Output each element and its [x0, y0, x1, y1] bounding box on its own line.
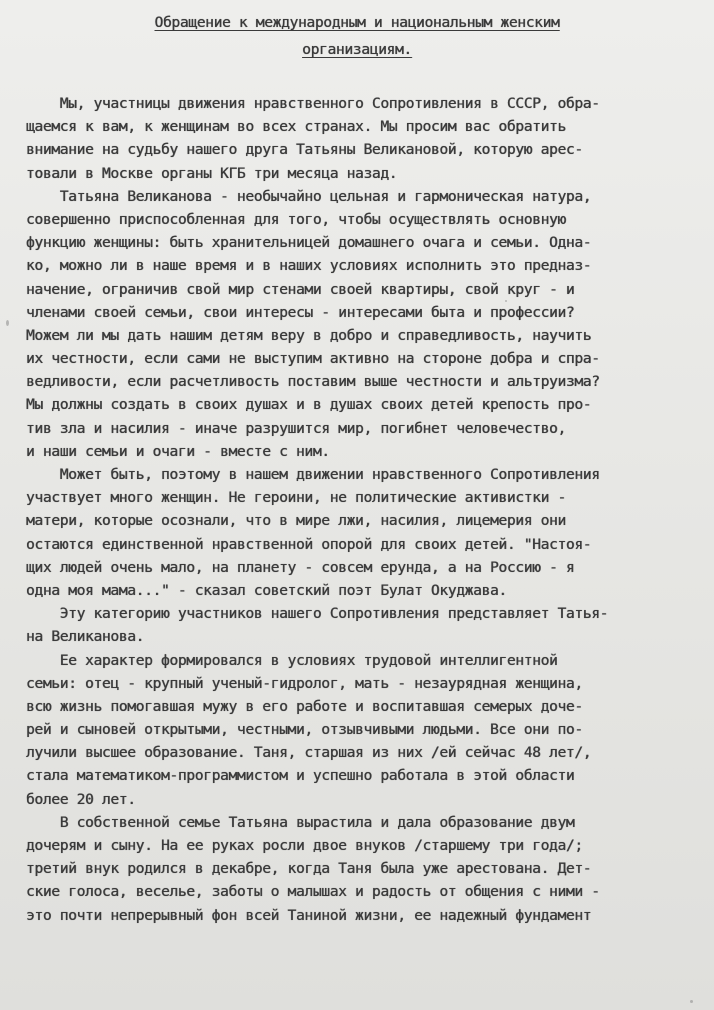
document-line: членами своей семьи, свои интересы - интересами быта и профессии? — [26, 303, 575, 321]
document-line: лучили высшее образование. Таня, старшая из них /ей сейчас 48 лет/, — [26, 744, 592, 762]
document-line: это почти непрерывный фон всей Таниной жизни, ее надежный фундамент — [26, 906, 592, 924]
document-line: дочерям и сыну. На ее руках росли двое внуков /старшему три года/; — [26, 837, 583, 854]
document-line: ские голоса, веселье, заботы о малышах и радость от общения с ними - — [26, 883, 600, 901]
document-line: Татьяна Великанова - необычайно цельная и гармоническая натура, — [26, 187, 592, 205]
document-line: участвует много женщин. Не героини, не политические активистки - — [26, 489, 566, 507]
document-line: Мы, участницы движения нравственного Сопротивления в СССР, обра- — [26, 95, 600, 112]
document-line: матери, которые осознали, что в мире лжи, насилия, лицемерия они — [26, 512, 566, 530]
document-line: ведливости, если расчетливость поставим выше честности и альтруизма? — [26, 373, 600, 391]
document-line: начение, ограничив свой мир стенами своей квартиры, свой круг - и — [26, 280, 575, 298]
paper-speck — [6, 320, 9, 326]
document-title-line-2: организациям. — [302, 41, 412, 58]
document-line: рей и сыновей открытыми, честными, отзывчивыми людьми. Все они по- — [26, 721, 583, 739]
document-line: щих людей очень мало, на планету - совсем ерунда, а на Россию - я — [26, 558, 575, 576]
document-line: Эту категорию участников нашего Сопротивления представляет Татья- — [26, 605, 609, 623]
document-line: стала математиком-программистом и успешно работала в этой области — [26, 767, 575, 785]
document-line: функцию женщины: быть хранительницей домашнего очага и семьи. Одна- — [26, 234, 592, 252]
document-line: товали в Москве органы КГБ три месяца назад. — [26, 164, 398, 182]
document-line: совершенно приспособленная для того, чтобы осуществлять основную — [26, 210, 566, 228]
document-line: одна моя мама..." - сказал советский поэт Булат Окуджава. — [26, 581, 507, 599]
paper-speck — [690, 1000, 693, 1003]
document-line: третий внук родился в декабре, когда Таня была уже арестована. Дет- — [26, 860, 592, 878]
document-line: тив зла и насилия - иначе разрушится мир, погибнет человечество, — [26, 419, 566, 437]
document-line: Можем ли мы дать нашим детям веру в добро и справедливость, научить — [26, 326, 592, 344]
document-line: их честности, если сами не выступим активно на стороне добра и спра- — [26, 350, 600, 368]
document-line: Мы должны создать в своих душах и в душах своих детей крепость про- — [26, 396, 592, 414]
paper-speck — [505, 300, 507, 302]
document-line: семьи: отец - крупный ученый-гидролог, мать - незаурядная женщина, — [26, 674, 583, 692]
document-line: и наши семьи и очаги - вместе с ним. — [26, 442, 330, 460]
document-title-line-1: Обращение к международным и национальным женским — [154, 14, 560, 31]
document-line: на Великанова. — [26, 628, 145, 646]
document-line: В собственной семье Татьяна вырастила и дала образование двум — [26, 813, 575, 831]
document-line: остаются единственной нравственной опорой для своих детей. "Настоя- — [26, 535, 592, 553]
document-line: более 20 лет. — [26, 790, 136, 808]
document-line: щаемся к вам, к женщинам во всех странах. Мы просим вас обратить — [26, 118, 566, 136]
document-line: всю жизнь помогавшая мужу в его работе и воспитавшая семерых доче- — [26, 697, 583, 715]
document-line: ко, можно ли в наше время и в наших условиях исполнить это предназ- — [26, 257, 592, 275]
document-line: Может быть, поэтому в нашем движении нравственного Сопротивления — [26, 466, 600, 483]
document-body — [26, 92, 706, 927]
document-line: внимание на судьбу нашего друга Татьяны Великановой, которую арес- — [26, 141, 583, 159]
document-line: Ее характер формировался в условиях трудовой интеллигентной — [26, 651, 558, 669]
